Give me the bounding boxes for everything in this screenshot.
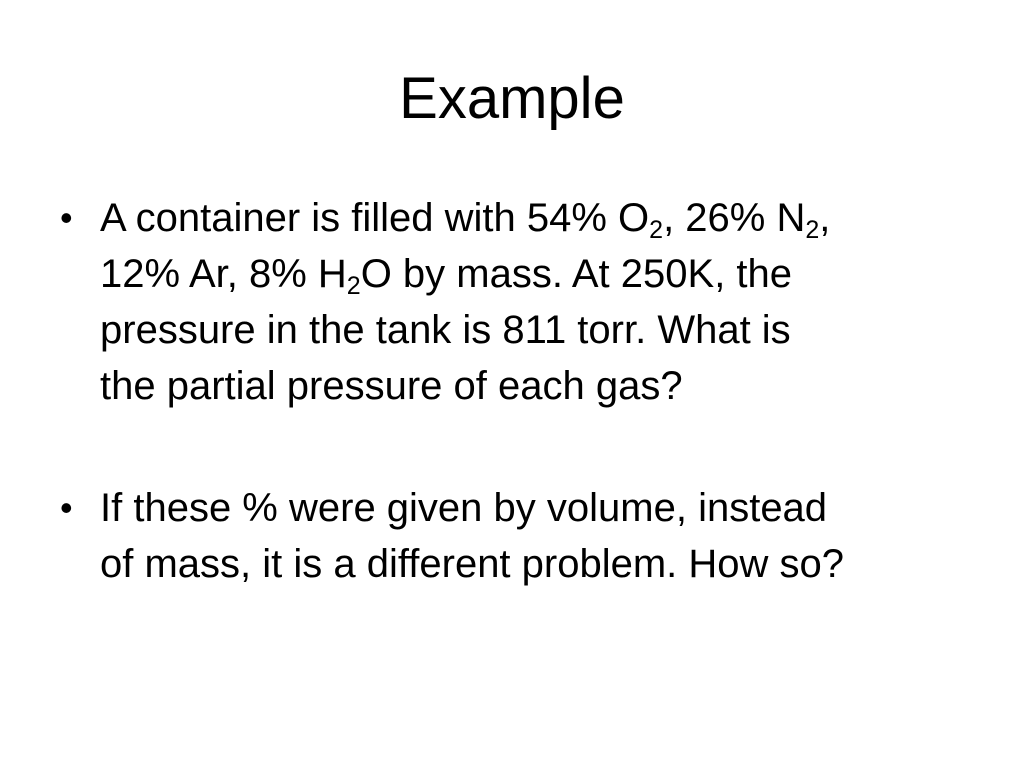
bullet-item-volume-question bbox=[56, 480, 976, 592]
slide-title: Example bbox=[399, 66, 625, 131]
bullet-list bbox=[56, 190, 976, 592]
bullet-text-line-1: A container is filled with 54% $O_2$, 26% $N_2$, bbox=[100, 196, 831, 244]
bullet-item-gas-mixture bbox=[56, 190, 976, 414]
bullet-text-line-3: pressure in the tank is 811 torr. What is bbox=[100, 308, 791, 352]
bullet-icon: • bbox=[60, 197, 73, 238]
bullet-text-line-1: If these % were given by volume, instead bbox=[100, 486, 828, 530]
bullet-text-line-2: 12% Ar, 8% $H_2O$ by mass. At 250K, the bbox=[100, 252, 793, 300]
subscript: 2 bbox=[805, 216, 820, 244]
bullet-text-line-4: the partial pressure of each gas? bbox=[100, 364, 683, 408]
bullet-icon: • bbox=[60, 487, 73, 528]
bullet-text-line-2: of mass, it is a different problem. How so? bbox=[100, 542, 845, 586]
subscript: 2 bbox=[649, 216, 664, 244]
subscript: 2 bbox=[346, 272, 361, 300]
